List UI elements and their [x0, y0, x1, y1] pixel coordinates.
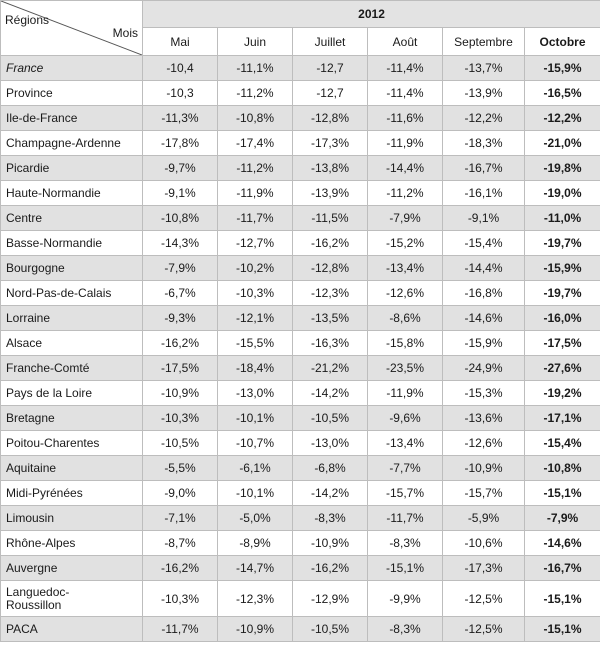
- value-cell-october: -21,0%: [525, 131, 600, 156]
- value-cell: -7,7%: [368, 456, 443, 481]
- value-cell: -16,3%: [293, 331, 368, 356]
- value-cell-october: -10,8%: [525, 456, 600, 481]
- month-header-july: Juillet: [293, 28, 368, 56]
- value-cell-october: -15,9%: [525, 56, 600, 81]
- value-cell: -13,4%: [368, 431, 443, 456]
- value-cell: -10,1%: [218, 481, 293, 506]
- table-row: [1, 381, 600, 406]
- region-name: Alsace: [1, 331, 143, 356]
- value-cell: -16,7%: [443, 156, 525, 181]
- value-cell: -13,9%: [293, 181, 368, 206]
- table-row: [1, 431, 600, 456]
- value-cell: -12,5%: [443, 617, 525, 642]
- value-cell: -21,2%: [293, 356, 368, 381]
- region-name: Auvergne: [1, 556, 143, 581]
- value-cell: -14,4%: [368, 156, 443, 181]
- value-cell: -13,9%: [443, 81, 525, 106]
- value-cell: -7,9%: [368, 206, 443, 231]
- value-cell-october: -15,1%: [525, 581, 600, 617]
- month-header-october: Octobre: [525, 28, 600, 56]
- table-row: [1, 506, 600, 531]
- month-header-june: Juin: [218, 28, 293, 56]
- value-cell: -15,4%: [443, 231, 525, 256]
- value-cell: -10,5%: [293, 406, 368, 431]
- value-cell: -14,6%: [443, 306, 525, 331]
- value-cell: -17,5%: [143, 356, 218, 381]
- value-cell: -8,6%: [368, 306, 443, 331]
- value-cell: -11,4%: [368, 81, 443, 106]
- value-cell: -7,9%: [143, 256, 218, 281]
- value-cell-october: -27,6%: [525, 356, 600, 381]
- value-cell: -13,4%: [368, 256, 443, 281]
- value-cell: -9,1%: [443, 206, 525, 231]
- value-cell-october: -12,2%: [525, 106, 600, 131]
- value-cell: -16,2%: [143, 556, 218, 581]
- value-cell: -12,6%: [443, 431, 525, 456]
- region-name: Picardie: [1, 156, 143, 181]
- month-header-september: Septembre: [443, 28, 525, 56]
- value-cell: -10,1%: [218, 406, 293, 431]
- value-cell: -14,4%: [443, 256, 525, 281]
- table-row: [1, 481, 600, 506]
- value-cell: -10,2%: [218, 256, 293, 281]
- region-name: [1, 581, 143, 617]
- region-name-line1: Languedoc-: [6, 584, 70, 599]
- value-cell: -13,5%: [293, 306, 368, 331]
- value-cell: -11,5%: [293, 206, 368, 231]
- value-cell: -11,7%: [218, 206, 293, 231]
- value-cell: -5,5%: [143, 456, 218, 481]
- region-name: Franche-Comté: [1, 356, 143, 381]
- value-cell: -12,7: [293, 81, 368, 106]
- value-cell: -10,5%: [293, 617, 368, 642]
- table-row: [1, 581, 600, 617]
- value-cell: -12,8%: [293, 256, 368, 281]
- value-cell: -9,1%: [143, 181, 218, 206]
- months-label: Mois: [112, 26, 138, 40]
- table-row: [1, 81, 600, 106]
- region-name: Ile-de-France: [1, 106, 143, 131]
- value-cell: -10,3%: [143, 581, 218, 617]
- value-cell: -11,1%: [218, 56, 293, 81]
- region-name-line2: Roussillon: [6, 597, 62, 612]
- value-cell: -12,3%: [293, 281, 368, 306]
- value-cell: -17,3%: [293, 131, 368, 156]
- value-cell: -16,1%: [443, 181, 525, 206]
- month-header-may: Mai: [143, 28, 218, 56]
- value-cell: -8,7%: [143, 531, 218, 556]
- region-name: Aquitaine: [1, 456, 143, 481]
- table-row: [1, 181, 600, 206]
- year-header: 2012: [143, 1, 600, 28]
- value-cell: -12,7: [293, 56, 368, 81]
- value-cell: -11,3%: [143, 106, 218, 131]
- value-cell: -8,3%: [368, 531, 443, 556]
- value-cell: -16,2%: [293, 556, 368, 581]
- table-row: [1, 356, 600, 381]
- value-cell: -14,2%: [293, 481, 368, 506]
- value-cell: -10,9%: [218, 617, 293, 642]
- region-name: PACA: [1, 617, 143, 642]
- value-cell: -5,0%: [218, 506, 293, 531]
- value-cell-october: -19,7%: [525, 231, 600, 256]
- region-name: Pays de la Loire: [1, 381, 143, 406]
- table-row: [1, 617, 600, 642]
- value-cell: -7,1%: [143, 506, 218, 531]
- value-cell: -10,3%: [143, 406, 218, 431]
- value-cell: -10,4: [143, 56, 218, 81]
- region-name: Midi-Pyrénées: [1, 481, 143, 506]
- value-cell: -6,1%: [218, 456, 293, 481]
- table-row: [1, 531, 600, 556]
- region-name: Province: [1, 81, 143, 106]
- value-cell-october: -11,0%: [525, 206, 600, 231]
- value-cell: -15,9%: [443, 331, 525, 356]
- value-cell: -11,6%: [368, 106, 443, 131]
- value-cell: -16,2%: [293, 231, 368, 256]
- value-cell: -15,3%: [443, 381, 525, 406]
- value-cell: -18,4%: [218, 356, 293, 381]
- value-cell: -11,9%: [368, 381, 443, 406]
- value-cell: -12,1%: [218, 306, 293, 331]
- value-cell: -15,1%: [368, 556, 443, 581]
- value-cell: -11,7%: [368, 506, 443, 531]
- value-cell: -11,9%: [368, 131, 443, 156]
- value-cell: -14,3%: [143, 231, 218, 256]
- value-cell-october: -7,9%: [525, 506, 600, 531]
- value-cell: -13,6%: [443, 406, 525, 431]
- table-body: [1, 56, 600, 642]
- value-cell: -12,2%: [443, 106, 525, 131]
- value-cell-october: -15,1%: [525, 481, 600, 506]
- value-cell: -12,3%: [218, 581, 293, 617]
- value-cell-october: -17,1%: [525, 406, 600, 431]
- value-cell-october: -15,4%: [525, 431, 600, 456]
- regions-label: Régions: [5, 13, 50, 27]
- value-cell-october: -19,0%: [525, 181, 600, 206]
- value-cell: -8,9%: [218, 531, 293, 556]
- value-cell: -11,4%: [368, 56, 443, 81]
- value-cell-october: -14,6%: [525, 531, 600, 556]
- region-name: Lorraine: [1, 306, 143, 331]
- table-row: [1, 131, 600, 156]
- value-cell: -13,7%: [443, 56, 525, 81]
- value-cell: -9,9%: [368, 581, 443, 617]
- table-row: [1, 456, 600, 481]
- value-cell: -13,0%: [218, 381, 293, 406]
- value-cell: -13,8%: [293, 156, 368, 181]
- table-row: [1, 556, 600, 581]
- value-cell: -15,2%: [368, 231, 443, 256]
- value-cell: -8,3%: [293, 506, 368, 531]
- value-cell: -15,5%: [218, 331, 293, 356]
- value-cell-october: -19,8%: [525, 156, 600, 181]
- value-cell: -12,5%: [443, 581, 525, 617]
- value-cell: -11,2%: [218, 81, 293, 106]
- value-cell: -9,7%: [143, 156, 218, 181]
- value-cell: -15,8%: [368, 331, 443, 356]
- value-cell-october: -16,7%: [525, 556, 600, 581]
- value-cell: -10,7%: [218, 431, 293, 456]
- value-cell: -24,9%: [443, 356, 525, 381]
- region-name: Nord-Pas-de-Calais: [1, 281, 143, 306]
- value-cell: -14,2%: [293, 381, 368, 406]
- region-name: Bourgogne: [1, 256, 143, 281]
- value-cell: -11,7%: [143, 617, 218, 642]
- value-cell: -6,7%: [143, 281, 218, 306]
- value-cell: -12,9%: [293, 581, 368, 617]
- value-cell: -10,6%: [443, 531, 525, 556]
- value-cell: -10,9%: [293, 531, 368, 556]
- region-name: Champagne-Ardenne: [1, 131, 143, 156]
- value-cell-october: -19,2%: [525, 381, 600, 406]
- value-cell-october: -15,9%: [525, 256, 600, 281]
- value-cell: -10,8%: [218, 106, 293, 131]
- corner-header-cell: [1, 1, 143, 56]
- table-row: [1, 256, 600, 281]
- table-header: [1, 1, 600, 56]
- value-cell: -11,2%: [368, 181, 443, 206]
- region-name: Limousin: [1, 506, 143, 531]
- value-cell: -6,8%: [293, 456, 368, 481]
- value-cell: -12,8%: [293, 106, 368, 131]
- region-name: Basse-Normandie: [1, 231, 143, 256]
- value-cell: -14,7%: [218, 556, 293, 581]
- value-cell: -18,3%: [443, 131, 525, 156]
- region-name: Centre: [1, 206, 143, 231]
- table-row: [1, 156, 600, 181]
- table-row: [1, 306, 600, 331]
- value-cell: -12,7%: [218, 231, 293, 256]
- table-row: [1, 56, 600, 81]
- value-cell: -17,8%: [143, 131, 218, 156]
- value-cell: -8,3%: [368, 617, 443, 642]
- value-cell: -9,3%: [143, 306, 218, 331]
- month-header-august: Août: [368, 28, 443, 56]
- region-name: Poitou-Charentes: [1, 431, 143, 456]
- value-cell: -16,8%: [443, 281, 525, 306]
- value-cell: -5,9%: [443, 506, 525, 531]
- table-row: [1, 281, 600, 306]
- value-cell-october: -17,5%: [525, 331, 600, 356]
- value-cell: -17,3%: [443, 556, 525, 581]
- table-row: [1, 106, 600, 131]
- value-cell: -10,9%: [443, 456, 525, 481]
- region-name: France: [1, 56, 143, 81]
- table-row: [1, 406, 600, 431]
- value-cell: -12,6%: [368, 281, 443, 306]
- table-row: [1, 231, 600, 256]
- value-cell: -11,9%: [218, 181, 293, 206]
- value-cell: -10,8%: [143, 206, 218, 231]
- value-cell: -17,4%: [218, 131, 293, 156]
- value-cell-october: -19,7%: [525, 281, 600, 306]
- value-cell: -10,3: [143, 81, 218, 106]
- value-cell: -10,3%: [218, 281, 293, 306]
- region-name: Rhône-Alpes: [1, 531, 143, 556]
- value-cell: -13,0%: [293, 431, 368, 456]
- value-cell-october: -15,1%: [525, 617, 600, 642]
- value-cell: -15,7%: [368, 481, 443, 506]
- value-cell-october: -16,0%: [525, 306, 600, 331]
- value-cell: -11,2%: [218, 156, 293, 181]
- value-cell: -16,2%: [143, 331, 218, 356]
- table-row: [1, 206, 600, 231]
- value-cell: -23,5%: [368, 356, 443, 381]
- table-row: [1, 331, 600, 356]
- value-cell: -10,9%: [143, 381, 218, 406]
- value-cell: -9,0%: [143, 481, 218, 506]
- region-name: Haute-Normandie: [1, 181, 143, 206]
- region-name: Bretagne: [1, 406, 143, 431]
- value-cell: -9,6%: [368, 406, 443, 431]
- value-cell: -15,7%: [443, 481, 525, 506]
- value-cell: -10,5%: [143, 431, 218, 456]
- value-cell-october: -16,5%: [525, 81, 600, 106]
